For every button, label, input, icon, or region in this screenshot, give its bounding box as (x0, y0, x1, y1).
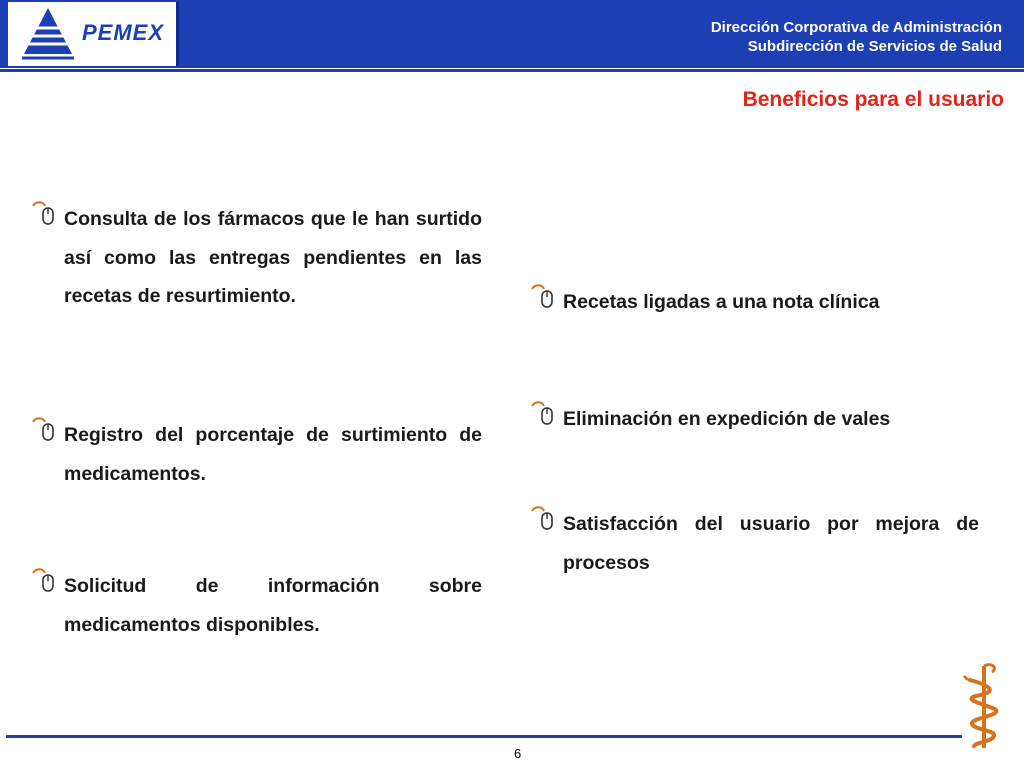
pointer-icon (30, 416, 64, 448)
pointer-icon (529, 505, 563, 537)
bullet-text: Registro del porcentaje de surtimiento de medicamentos. (64, 424, 482, 485)
pemex-eagle-icon (18, 6, 78, 62)
bullet-text: Satisfacción del usuario por mejora de procesos (563, 513, 979, 574)
bullet-text: Solicitud de información sobre medicamentos disponibles. (64, 575, 482, 636)
bullet-left-1 (30, 200, 482, 316)
bullet-text: Eliminación en expedición de vales (563, 408, 891, 430)
bullet-left-3 (30, 567, 482, 644)
pointer-icon (529, 400, 563, 432)
bullet-right-2 (529, 400, 979, 439)
bullet-text: Recetas ligadas a una nota clínica (563, 291, 880, 313)
caduceus-icon (962, 660, 1006, 752)
footer-divider (6, 735, 962, 738)
header-line-1: Dirección Corporativa de Administración (710, 19, 1002, 36)
page-number: 6 (514, 746, 522, 761)
bullet-right-3 (529, 505, 979, 582)
pemex-logo (8, 2, 179, 66)
header-divider (0, 69, 1024, 72)
header-organization (711, 18, 1002, 56)
bullet-right-1 (529, 283, 979, 322)
pointer-icon (30, 567, 64, 599)
header-line-2: Subdirección de Servicios de Salud (747, 38, 1002, 55)
slide-title: Beneficios para el usuario (742, 88, 1004, 111)
logo-wordmark: PEMEX (82, 20, 165, 45)
header-bar (0, 0, 1024, 68)
pointer-icon (30, 200, 64, 232)
bullet-left-2 (30, 416, 482, 493)
bullet-text: Consulta de los fármacos que le han surtido así como las entregas pendientes en las recetas de resurtimiento. (64, 208, 482, 307)
pointer-icon (529, 283, 563, 315)
